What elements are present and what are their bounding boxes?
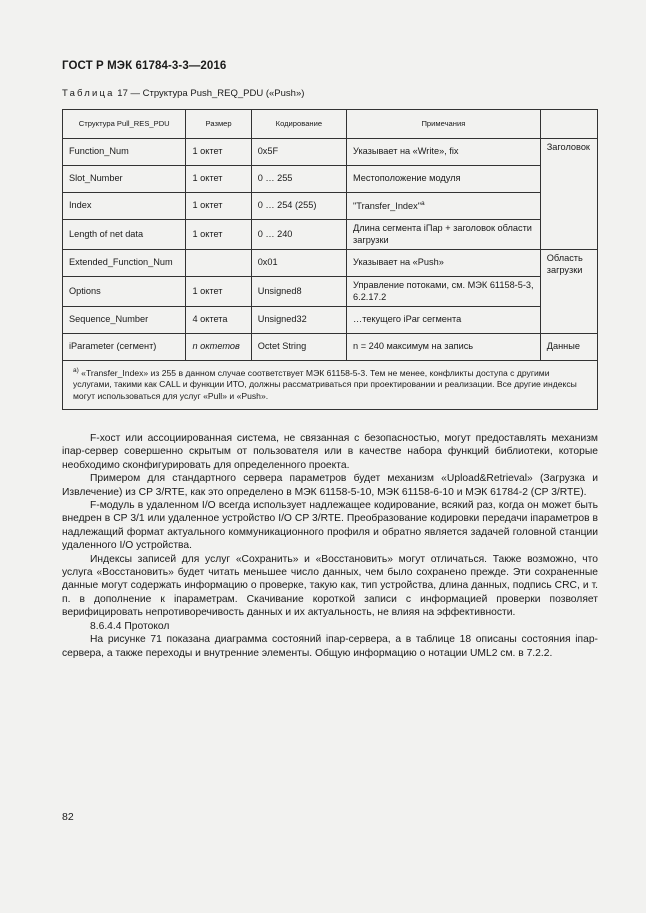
column-header-coding: Кодирование <box>251 110 346 139</box>
body-text <box>62 432 598 660</box>
cell-coding: 0 … 254 (255) <box>251 193 346 220</box>
table-row <box>63 250 598 277</box>
column-header-size: Размер <box>186 110 251 139</box>
cell-name: Sequence_Number <box>63 307 186 334</box>
cell-size-text: n октетов <box>192 341 240 352</box>
cell-coding: Unsigned32 <box>251 307 346 334</box>
cell-note: Местоположение модуля <box>347 166 541 193</box>
cell-name: iParameter (сегмент) <box>63 334 186 361</box>
cell-size: 1 октет <box>186 166 251 193</box>
page-number: 82 <box>62 811 74 823</box>
section-heading: 8.6.4.4 Протокол <box>90 620 170 632</box>
cell-size: 1 октет <box>186 139 251 166</box>
push-req-pdu-table <box>62 109 598 410</box>
cell-note: Длина сегмента iПар + заголовок области загрузки <box>347 220 541 250</box>
cell-note: n = 240 максимум на запись <box>347 334 541 361</box>
column-header-structure: Структура Pull_RES_PDU <box>63 110 186 139</box>
footnote-row <box>63 361 598 410</box>
cell-name: Length of net data <box>63 220 186 250</box>
table-footnote <box>63 361 598 410</box>
cell-size <box>186 250 251 277</box>
table-row <box>63 193 598 220</box>
group-cell-payload: Область загрузки <box>540 250 597 334</box>
column-header-notes: Примечания <box>347 110 541 139</box>
footnote-mark: a) <box>73 367 79 374</box>
cell-coding: Unsigned8 <box>251 277 346 307</box>
cell-coding: Octet String <box>251 334 346 361</box>
paragraph: Индексы записей для услуг «Сохранить» и «Восстановить» могут отличаться. Также возможно, что услуга «Восстановить» будет читать меньшее число данных, чем было сохранено прежде. Эти сохраненные данные могут содержать информацию о проверке, такую как, тип устройства, длина данных, подпись CRC, и т. п. в дополнение к iпараметрам. Скачивание короткой записи с информацией проверки позволяет верифицировать непротиворечивость данных и их актуальность, не влияя на эффективности. <box>62 553 598 619</box>
cell-size: 1 октет <box>186 277 251 307</box>
group-cell-header: Заголовок <box>540 139 597 250</box>
table-caption <box>62 88 304 99</box>
paragraph: На рисунке 71 показана диаграмма состояний iпар-сервера, а в таблице 18 описаны состояния iпар-сервера, а также переходы и внутренние элементы. Общую информацию о нотации UML2 см. в 7.2.2. <box>62 634 598 659</box>
cell-note-text: "Transfer_Index" <box>353 200 422 211</box>
table-row <box>63 139 598 166</box>
cell-note: …текущего iPar сегмента <box>347 307 541 334</box>
document-header: ГОСТ Р МЭК 61784-3-3—2016 <box>62 60 227 72</box>
table-caption-text: 17 — Структура Push_REQ_PDU («Push») <box>117 88 305 99</box>
cell-coding: 0x5F <box>251 139 346 166</box>
table-caption-label: Таблица <box>62 88 115 99</box>
cell-name: Function_Num <box>63 139 186 166</box>
cell-note: Управление потоками, см. МЭК 61158-5-3, 6.2.17.2 <box>347 277 541 307</box>
paragraph: F-хост или ассоциированная система, не связанная с безопасностью, могут предоставлять механизм iпар-сервер совершенно скрытым от пользователя или в качестве набора функций библиотеки, которые необходимо сконфигурировать для определенного проекта. <box>62 433 598 471</box>
cell-coding: 0 … 255 <box>251 166 346 193</box>
cell-note: Указывает на «Write», fix <box>347 139 541 166</box>
group-cell-data: Данные <box>540 334 597 361</box>
table-row <box>63 277 598 307</box>
column-header-group <box>540 110 597 139</box>
cell-note <box>347 193 541 220</box>
cell-name: Options <box>63 277 186 307</box>
paragraph: F-модуль в удаленном I/O всегда использует надлежащее кодирование, всякий раз, когда он может быть внедрен в CP 3/1 или удаленное устройство I/O CP 3/RTE. Преобразование кодировки передачи iпараметров в надлежащий формат актуального коммуникационного профиля и обратно является задачей головной станции удаленного I/O устройства. <box>62 500 598 552</box>
table-row <box>63 220 598 250</box>
footnote-ref: a <box>421 199 425 207</box>
table-row <box>63 307 598 334</box>
cell-size: 1 октет <box>186 220 251 250</box>
cell-size: 4 октета <box>186 307 251 334</box>
cell-coding: 0x01 <box>251 250 346 277</box>
table-row <box>63 166 598 193</box>
cell-coding: 0 … 240 <box>251 220 346 250</box>
footnote-text: «Transfer_Index» из 255 в данном случае соответствует МЭК 61158-5-3. Тем не менее, конфликты доступа с другими услугами, такими как CALL и функции ИТО, должны рассматриваться при проектировании и реализации. Все другие индексы могут использоваться для услуг «Pull» и «Push». <box>73 367 577 402</box>
cell-note: Указывает на «Push» <box>347 250 541 277</box>
cell-size <box>186 334 251 361</box>
cell-name: Slot_Number <box>63 166 186 193</box>
table-header-row <box>63 110 598 139</box>
cell-name: Extended_Function_Num <box>63 250 186 277</box>
table-row <box>63 334 598 361</box>
paragraph: Примером для стандартного сервера параметров будет механизм «Upload&Retrieval» (Загрузка и Извлечение) из CP 3/RTE, как это определено в МЭК 61158-5-10, МЭК 61158-6-10 и МЭК 61784-2 (CP 3/RTE). <box>62 473 598 498</box>
cell-size: 1 октет <box>186 193 251 220</box>
cell-name: Index <box>63 193 186 220</box>
